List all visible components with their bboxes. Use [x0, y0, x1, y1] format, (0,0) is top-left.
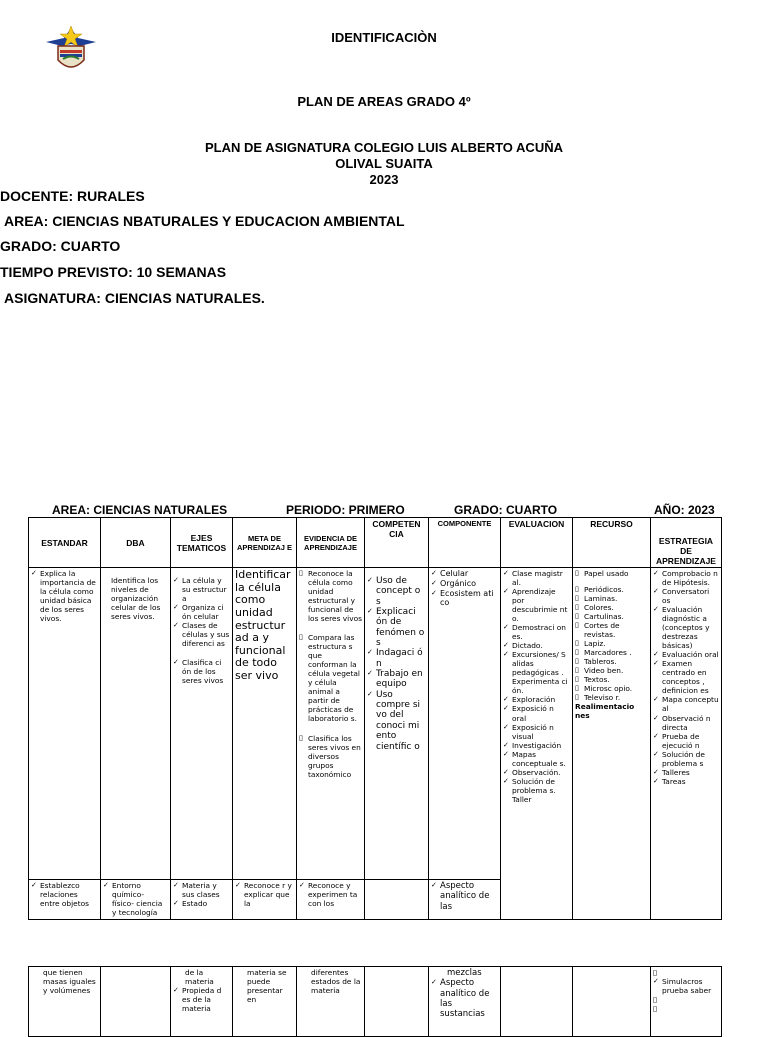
list-item: ✓ Ecosistem ati co [431, 589, 498, 609]
list-item: ▯ Textos. [575, 675, 648, 684]
list-item: ✓ Uso compre si vo del conoci mi ento científic o [367, 690, 426, 752]
cell-componente-3 [429, 967, 501, 1037]
list-item: ✓ Entorno químico- físico- ciencia y tecnología [103, 881, 168, 917]
meta-continued: materia se puede presentar en [247, 968, 287, 1005]
list-item: ✓ Solución de problema s. Taller [503, 777, 570, 804]
col-evaluacion: EVALUACION [501, 518, 573, 568]
empty-box-icon: ▯ [653, 968, 658, 977]
list-item: ✓ Clasifica ci ón de los seres vivos [173, 658, 230, 685]
cell-dba-3 [101, 967, 171, 1037]
list-item: ✓ Tareas [653, 777, 719, 786]
dba-text: Identifica los niveles de organización celular de los seres vivos. [111, 576, 161, 622]
cell-evidencia-2 [297, 880, 365, 920]
cell-competencia-2 [365, 880, 429, 920]
page-title: IDENTIFICACIÒN [331, 30, 437, 45]
col-evidencia: EVIDENCIA DE APRENDIZAJE [297, 518, 365, 568]
cell-estandar-3 [29, 967, 101, 1037]
list-item: ✓ Conversatori os [653, 587, 719, 605]
cell-recurso-3 [573, 967, 651, 1037]
col-competencia: COMPETEN CIA [365, 518, 429, 568]
plan-table-continued [28, 966, 722, 1037]
caption-area: AREA: CIENCIAS NATURALES [52, 503, 228, 517]
cell-competencia-3 [365, 967, 429, 1037]
plan-asignatura-heading-2: OLIVAL SUAITA [335, 156, 433, 171]
list-item: ✓ Clase magistr al. [503, 569, 570, 587]
list-item: ✓ Aspecto analítico de las [431, 881, 498, 912]
evidencia-continued: diferentes estados de la materia [311, 968, 361, 996]
list-item: ✓ Evaluación oral [653, 650, 719, 659]
list-item: ▯ Papel usado [575, 569, 648, 578]
list-item: ✓ Exposició n oral [503, 704, 570, 722]
cell-meta [233, 568, 297, 880]
list-item: ▯ Colores. [575, 603, 648, 612]
list-item: ▯ Reconoce la célula como unidad estructural y funcional de los seres vivos [299, 569, 362, 623]
empty-box-icon: ▯ [653, 1004, 658, 1014]
list-item: ✓ Reconoce r y explicar que la [235, 881, 294, 908]
list-item: ▯ Laminas. [575, 594, 648, 603]
col-componente: COMPONENTE [429, 518, 501, 568]
list-item: ✓ Evaluación diagnóstic a (conceptos y destrezas básicas) [653, 605, 719, 650]
cell-dba-2 [101, 880, 171, 920]
list-item: ✓ Celular [431, 569, 498, 579]
area-line: AREA: CIENCIAS NBATURALES Y EDUCACION AMBIENTAL [4, 213, 405, 229]
list-item: ✓ Prueba de ejecució n [653, 732, 719, 750]
list-item: ✓ Dictado. [503, 641, 570, 650]
list-item: ✓ Simulacros prueba saber [653, 977, 719, 995]
list-item: ✓ Examen centrado en conceptos , definicion es [653, 659, 719, 695]
list-item: ▯ Video ben. [575, 666, 648, 675]
caption-periodo: PERIODO: PRIMERO [286, 503, 405, 517]
estandar-continued: que tienen masas iguales y volúmenes [43, 968, 96, 996]
plan-asignatura-heading-1: PLAN DE ASIGNATURA COLEGIO LUIS ALBERTO ACUÑA [205, 140, 563, 155]
recurso-bold-note: Realimentacio nes [575, 702, 635, 721]
cell-meta-3 [233, 967, 297, 1037]
cell-recurso [573, 568, 651, 920]
cell-estandar-2 [29, 880, 101, 920]
cell-evidencia [297, 568, 365, 880]
list-item: ✓ Reconoce y experimen ta con los [299, 881, 362, 908]
list-item: ▯ Compara las estructura s que conforman la célula vegetal y célula animal a partir de prácticas de laboratorio s. [299, 633, 362, 723]
list-item: ▯ Marcadores . [575, 648, 648, 657]
cell-meta-2 [233, 880, 297, 920]
list-item: ✓ Observación. [503, 768, 570, 777]
list-item: ▯ Tableros. [575, 657, 648, 666]
cell-componente-2 [429, 880, 501, 920]
list-item: ✓ Exposició n visual [503, 723, 570, 741]
componente-continued-top: mezclas [447, 968, 482, 978]
list-item: ✓ Propieda d es de la materia [173, 986, 230, 1013]
cell-evaluacion [501, 568, 573, 920]
list-item: ✓ Establezco relaciones entre objetos [31, 881, 98, 908]
docente-line: DOCENTE: RURALES [0, 188, 145, 204]
cell-evidencia-3 [297, 967, 365, 1037]
list-item: ✓ Trabajo en equipo [367, 669, 426, 690]
col-recurso: RECURSO [573, 518, 651, 568]
list-item: Experimenta ci ón. [512, 677, 568, 696]
list-item: ▯ Microsc opio. [575, 684, 648, 693]
list-item: ✓ Materia y sus clases [173, 881, 230, 899]
list-item: ▯ Clasifica los seres vivos en diversos grupos taxonómico [299, 734, 362, 779]
list-item: ✓ Comprobacio n de Hipótesis. [653, 569, 719, 587]
plan-areas-heading: PLAN DE AREAS GRADO 4º [297, 94, 471, 109]
col-estrategia: ESTRATEGIA DE APRENDIZAJE [651, 518, 722, 568]
list-item: ✓ Aprendizaje por descubrimie nt o. [503, 587, 570, 623]
ejes-continued-top: de la materia [185, 968, 214, 987]
asignatura-line: ASIGNATURA: CIENCIAS NATURALES. [4, 290, 265, 306]
col-estandar: ESTANDAR [29, 518, 101, 568]
list-item: ✓ Mapas conceptuale s. [503, 750, 570, 768]
list-item: ✓ Aspecto analítico de las sustancias [431, 978, 498, 1019]
list-item: ✓ Investigación [503, 741, 570, 750]
list-item: ✓ Organiza ci ón celular [173, 603, 230, 621]
list-item: ✓ Exploración [503, 695, 570, 704]
list-item: ▯ Televiso r. [575, 693, 648, 702]
empty-box-icon: ▯ [653, 995, 658, 1005]
caption-anio: AÑO: 2023 [654, 503, 715, 517]
table-row [29, 568, 722, 880]
list-item: ✓ Excursiones/ S alidas pedagógicas . [503, 650, 570, 677]
cell-estrategia [651, 568, 722, 920]
list-item: ▯ Periódicos. [575, 585, 648, 594]
col-meta: META DE APRENDIZAJ E [233, 518, 297, 568]
meta-text: Identificar la célula como unidad estructur ad a y funcional de todo ser vivo [235, 568, 291, 683]
col-dba: DBA [101, 518, 171, 568]
cell-estrategia-3 [651, 967, 722, 1037]
list-item: ▯ Cortes de revistas. [575, 621, 648, 639]
cell-competencia [365, 568, 429, 880]
grado-line: GRADO: CUARTO [0, 238, 121, 254]
list-item: ✓ Talleres [653, 768, 719, 777]
list-item: ✓ Clases de células y sus diferenci as [173, 621, 230, 648]
list-item: ✓ Explica la importancia de la célula como unidad básica de los seres vivos. [31, 569, 98, 623]
cell-ejes-3 [171, 967, 233, 1037]
table-header-row [29, 518, 722, 568]
list-item: ✓ Explicaci ón de fenómen o s [367, 607, 426, 648]
list-item: ▯ Cartulinas. [575, 612, 648, 621]
list-item: ✓ Uso de concept o s [367, 576, 426, 607]
cell-evaluacion-3 [501, 967, 573, 1037]
plan-table [28, 517, 722, 920]
cell-ejes-2 [171, 880, 233, 920]
list-item: ✓ Estado [173, 899, 230, 908]
table-row [29, 967, 722, 1037]
list-item: ✓ Demostraci on es. [503, 623, 570, 641]
plan-year: 2023 [369, 172, 399, 187]
list-item: ✓ Orgánico [431, 579, 498, 589]
caption-grado: GRADO: CUARTO [454, 503, 558, 517]
list-item: ✓ Mapa conceptu al [653, 695, 719, 713]
col-ejes: EJES TEMATICOS [171, 518, 233, 568]
list-item: ✓ La célula y su estructur a [173, 576, 230, 603]
cell-componente [429, 568, 501, 880]
cell-ejes [171, 568, 233, 880]
cell-estandar [29, 568, 101, 880]
list-item: ✓ Observació n directa [653, 714, 719, 732]
list-item: ✓ Indagaci ó n [367, 648, 426, 669]
list-item: ✓ Solución de problema s [653, 750, 719, 768]
tiempo-line: TIEMPO PREVISTO: 10 SEMANAS [0, 264, 227, 280]
list-item: ▯ Lapiz. [575, 639, 648, 648]
cell-dba [101, 568, 171, 880]
